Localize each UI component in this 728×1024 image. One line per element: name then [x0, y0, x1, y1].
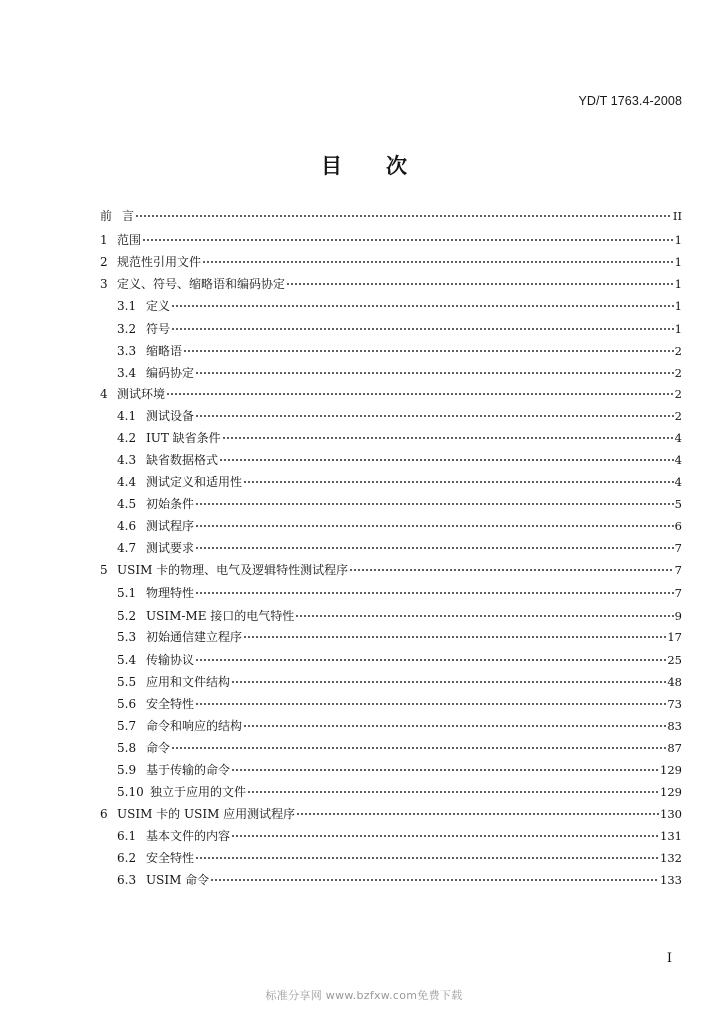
toc-entry[interactable] [117, 472, 682, 492]
toc-entry-page: 129 [660, 785, 682, 799]
toc-entry-page: 25 [667, 653, 682, 667]
toc-entry[interactable] [100, 274, 682, 294]
toc-entry-page: 2 [674, 409, 682, 423]
toc-entry-page: 132 [660, 851, 682, 865]
toc-entry-number: 5.5 [117, 675, 137, 689]
toc-entry-number: 3.3 [117, 344, 137, 358]
toc-entry-number: 4.5 [117, 497, 137, 511]
toc-entry-title: 编码协定 [146, 366, 195, 380]
toc-entry-number: 5.8 [117, 741, 137, 755]
toc-entry[interactable] [117, 428, 682, 448]
toc-entry-number: 6.3 [117, 873, 137, 887]
toc-entry-page: 1 [674, 322, 682, 336]
toc-entry[interactable] [100, 560, 682, 580]
toc-entry-title: 物理特性 [146, 586, 195, 600]
page-title-char-1: 目 [321, 153, 342, 178]
toc-dot-leader [195, 659, 666, 661]
toc-entry-number: 5.9 [117, 763, 137, 777]
toc-entry-title: 独立于应用的文件 [150, 785, 247, 799]
toc-dot-leader [171, 328, 674, 330]
toc-entry[interactable] [117, 494, 682, 514]
toc-entry-title: 范围 [117, 233, 142, 247]
toc-entry-page: 6 [674, 519, 682, 533]
toc-dot-leader [195, 857, 659, 859]
toc-entry-page: 1 [674, 299, 682, 313]
toc-entry-title: 应用和文件结构 [146, 675, 231, 689]
toc-entry-number: 1 [100, 233, 108, 247]
toc-entry[interactable] [117, 341, 682, 361]
toc-entry-page: 7 [674, 563, 682, 577]
toc-entry[interactable] [100, 804, 682, 824]
toc-dot-leader [195, 547, 674, 549]
toc-dot-leader [219, 459, 674, 461]
toc-entry-page: 87 [667, 741, 682, 755]
toc-entry-title: 命令和响应的结构 [146, 719, 243, 733]
toc-entry-number: 6.1 [117, 829, 137, 843]
toc-entry[interactable] [117, 583, 682, 603]
toc-entry-title: IUT 缺省条件 [146, 431, 221, 445]
toc-entry-title: 定义 [146, 299, 171, 313]
toc-entry-page: 2 [674, 366, 682, 380]
toc-entry-page: 83 [667, 719, 682, 733]
toc-entry[interactable] [117, 627, 682, 647]
toc-entry-page: 2 [674, 344, 682, 358]
toc-dot-leader [349, 569, 673, 571]
toc-entry-number: 3 [100, 277, 108, 291]
toc-dot-leader [231, 835, 659, 837]
toc-entry-number: 6.2 [117, 851, 137, 865]
toc-entry[interactable] [117, 870, 682, 890]
toc-entry-title: 传输协议 [146, 653, 195, 667]
toc-dot-leader [243, 725, 666, 727]
toc-dot-leader [247, 791, 659, 793]
toc-dot-leader [231, 769, 659, 771]
toc-dot-leader [142, 239, 674, 241]
toc-entry[interactable] [117, 738, 682, 758]
toc-entry-number: 4.3 [117, 453, 137, 467]
toc-entry[interactable] [117, 672, 682, 692]
toc-entry-page: II [672, 209, 682, 223]
toc-entry-title: USIM 卡的物理、电气及逻辑特性测试程序 [117, 563, 349, 577]
toc-dot-leader [295, 615, 673, 617]
toc-entry-title: 初始条件 [146, 497, 195, 511]
toc-entry[interactable] [117, 694, 682, 714]
toc-entry-title: 测试定义和适用性 [146, 475, 243, 489]
toc-entry-title: 符号 [146, 322, 171, 336]
toc-entry[interactable] [117, 319, 682, 339]
toc-entry[interactable] [117, 363, 682, 383]
toc-entry[interactable] [117, 650, 682, 670]
toc-entry-number: 3.1 [117, 299, 137, 313]
toc-entry-title: 测试设备 [146, 409, 195, 423]
toc-entry-page: 4 [674, 475, 682, 489]
toc-entry-page: 1 [674, 255, 682, 269]
toc-entry-page: 7 [674, 541, 682, 555]
toc-entry-title: 安全特性 [146, 851, 195, 865]
toc-dot-leader [222, 437, 674, 439]
toc-dot-leader [195, 372, 674, 374]
toc-entry-page: 4 [674, 431, 682, 445]
toc-entry-title: 初始通信建立程序 [146, 630, 243, 644]
toc-entry-number: 5.7 [117, 719, 137, 733]
toc-entry[interactable] [117, 826, 682, 846]
toc-entry-number: 前 [100, 209, 113, 223]
toc-entry-number: 4.7 [117, 541, 137, 555]
toc-entry-title: 测试要求 [146, 541, 195, 555]
toc-entry[interactable] [117, 516, 682, 536]
toc-dot-leader [231, 681, 666, 683]
toc-dot-leader [171, 305, 674, 307]
toc-dot-leader [183, 350, 674, 352]
toc-entry-number: 5.3 [117, 630, 137, 644]
toc-entry-page: 1 [674, 277, 682, 291]
toc-entry-title: 言 [122, 209, 135, 223]
toc-dot-leader [195, 525, 674, 527]
toc-entry-number: 3.2 [117, 322, 137, 336]
toc-entry-page: 2 [674, 387, 682, 401]
toc-entry-title: 安全特性 [146, 697, 195, 711]
toc-entry-title: 测试环境 [117, 387, 166, 401]
toc-dot-leader [286, 283, 674, 285]
toc-entry-page: 73 [667, 697, 682, 711]
toc-entry-number: 3.4 [117, 366, 137, 380]
toc-entry[interactable] [100, 230, 682, 250]
page-title-char-2: 次 [386, 153, 407, 178]
toc-entry-title: USIM-ME 接口的电气特性 [146, 609, 295, 623]
toc-entry-page: 1 [674, 233, 682, 247]
page-title [0, 150, 728, 180]
toc-entry-page: 131 [660, 829, 682, 843]
toc-entry-number: 4.6 [117, 519, 137, 533]
toc-entry-page: 48 [667, 675, 682, 689]
standard-code: YD/T 1763.4-2008 [578, 94, 682, 108]
toc-entry[interactable] [117, 450, 682, 470]
page-number: I [666, 951, 672, 966]
toc-entry-number: 2 [100, 255, 108, 269]
toc-entry-title: 基本文件的内容 [146, 829, 231, 843]
toc-entry-page: 9 [674, 609, 682, 623]
toc-dot-leader [195, 703, 666, 705]
toc-entry[interactable] [117, 606, 682, 626]
toc-entry[interactable] [100, 252, 682, 272]
toc-entry-title: 定义、符号、缩略语和编码协定 [117, 277, 286, 291]
toc-dot-leader [195, 592, 674, 594]
toc-entry-number: 5.1 [117, 586, 137, 600]
toc-entry[interactable] [100, 206, 682, 226]
toc-entry-title: USIM 卡的 USIM 应用测试程序 [117, 807, 296, 821]
toc-entry-number: 4.4 [117, 475, 137, 489]
toc-dot-leader [171, 747, 666, 749]
toc-entry-page: 4 [674, 453, 682, 467]
toc-entry-title: 缩略语 [146, 344, 183, 358]
toc-entry-number: 5.10 [117, 785, 144, 799]
toc-entry-number: 6 [100, 807, 108, 821]
toc-entry[interactable] [117, 296, 682, 316]
toc-entry-title: 基于传输的命令 [146, 763, 231, 777]
toc-entry-number: 4.1 [117, 409, 137, 423]
toc-entry-page: 133 [660, 873, 682, 887]
toc-dot-leader [195, 503, 674, 505]
toc-entry-page: 17 [667, 630, 682, 644]
toc-entry-title: 规范性引用文件 [117, 255, 202, 269]
toc-dot-leader [135, 215, 672, 217]
toc-dot-leader [243, 636, 666, 638]
toc-entry-page: 5 [674, 497, 682, 511]
toc-entry[interactable] [117, 848, 682, 868]
toc-dot-leader [243, 481, 674, 483]
toc-entry-number: 5.4 [117, 653, 137, 667]
toc-entry-title: 命令 [146, 741, 171, 755]
toc-entry[interactable] [117, 760, 682, 780]
toc-entry-page: 7 [674, 586, 682, 600]
toc-entry-number: 4.2 [117, 431, 137, 445]
watermark: 标准分享网 www.bzfxw.com免费下载 [265, 989, 463, 1002]
toc-dot-leader [195, 415, 674, 417]
toc-entry-title: 测试程序 [146, 519, 195, 533]
toc-entry[interactable] [117, 538, 682, 558]
toc-entry-title: 缺省数据格式 [146, 453, 219, 467]
toc-dot-leader [166, 393, 674, 395]
toc-entry-number: 5.2 [117, 609, 137, 623]
toc-dot-leader [296, 813, 659, 815]
toc-entry-page: 129 [660, 763, 682, 777]
toc-entry-title: USIM 命令 [146, 873, 210, 887]
toc-entry[interactable] [117, 782, 682, 802]
toc-entry-number: 5 [100, 563, 108, 577]
toc-entry-number: 5.6 [117, 697, 137, 711]
toc-entry[interactable] [117, 716, 682, 736]
toc-entry[interactable] [117, 406, 682, 426]
toc-dot-leader [210, 879, 659, 881]
toc-dot-leader [202, 261, 674, 263]
toc-entry-page: 130 [660, 807, 682, 821]
toc-entry-number: 4 [100, 387, 108, 401]
toc-entry[interactable] [100, 384, 682, 404]
